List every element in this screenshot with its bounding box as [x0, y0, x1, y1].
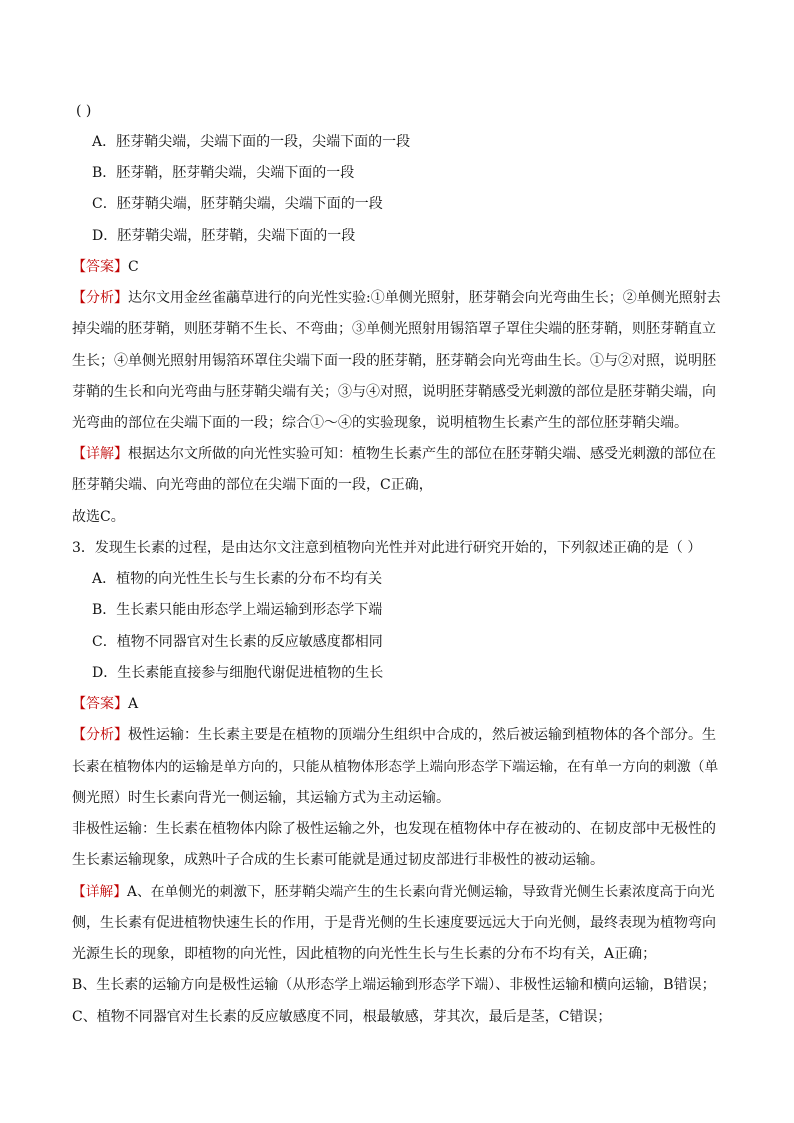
detail-text: 胚芽鞘尖端、向光弯曲的部位在尖端下面的一段，C正确， [72, 477, 433, 493]
analysis-text: 生长；④单侧光照射用锡箔环罩住尖端下面一段的胚芽鞘，胚芽鞘会向光弯曲生长。①与②对照，说明胚 [72, 353, 716, 369]
option-c: C．植物不同器官对生长素的反应敏感度都相同 [92, 634, 383, 650]
answer-line [72, 258, 139, 276]
answer-value: A [128, 696, 139, 712]
analysis-line [72, 289, 721, 307]
answer-value: C [128, 259, 139, 275]
detail-text: 侧，生长素有促进植物快速生长的作用，于是背光侧的生长速度要远远大于向光侧，最终表现为植物弯向 [72, 915, 716, 931]
analysis-text: 生长素运输现象，成熟叶子合成的生长素可能就是通过韧皮部进行非极性的被动运输。 [72, 852, 604, 868]
analysis-text: 芽鞘的生长和向光弯曲与胚芽鞘尖端有关；③与④对照，说明胚芽鞘感受光刺激的部位是胚芽鞘尖端，向 [72, 384, 716, 400]
detail-tag: 【详解】 [72, 884, 128, 900]
option-d: D．胚芽鞘尖端，胚芽鞘，尖端下面的一段 [92, 228, 356, 244]
detail-text: 根据达尔文所做的向光性实验可知：植物生长素产生的部位在胚芽鞘尖端、感受光刺激的部位在 [128, 446, 716, 462]
option-a: A．胚芽鞘尖端，尖端下面的一段，尖端下面的一段 [92, 134, 411, 150]
analysis-text: 光弯曲的部位在尖端下面的一段；综合①～④的实验现象，说明植物生长素产生的部位胚芽鞘尖端。 [72, 415, 688, 431]
analysis-text: 侧光照）时生长素向背光一侧运输，其运输方式为主动运输。 [72, 790, 450, 806]
question-stem: 3．发现生长素的过程，是由达尔文注意到植物向光性并对此进行研究开始的，下列叙述正确的是（ ） [72, 540, 702, 556]
detail-text: 故选C。 [72, 509, 125, 525]
option-b: B．胚芽鞘，胚芽鞘尖端，尖端下面的一段 [92, 165, 355, 181]
analysis-text: 长素在植物体内的运输是单方向的，只能从植物体形态学上端向形态学下端运输，在有单一方向的刺激（单 [72, 759, 719, 775]
analysis-line [72, 726, 716, 744]
detail-tag: 【详解】 [72, 446, 128, 462]
analysis-text: 掉尖端的胚芽鞘，则胚芽鞘不生长、不弯曲；③单侧光照射用锡箔罩子罩住尖端的胚芽鞘，则胚芽鞘直立 [72, 321, 716, 337]
analysis-tag: 【分析】 [72, 727, 128, 743]
analysis-tag: 【分析】 [72, 290, 128, 306]
answer-paren: ( ) [76, 103, 92, 119]
detail-text: B、生长素的运输方向是极性运输（从形态学上端运输到形态学下端）、非极性运输和横向运输，B错误； [72, 977, 716, 993]
analysis-text: 非极性运输：生长素在植物体内除了极性运输之外，也发现在植物体中存在被动的、在韧皮部中无极性的 [72, 821, 716, 837]
detail-line [72, 445, 716, 463]
analysis-text: 极性运输：生长素主要是在植物的顶端分生组织中合成的，然后被运输到植物体的各个部分。生 [128, 727, 716, 743]
detail-line [72, 883, 714, 901]
answer-tag: 【答案】 [72, 259, 128, 275]
option-c: C．胚芽鞘尖端，胚芽鞘尖端，尖端下面的一段 [92, 196, 383, 212]
option-b: B．生长素只能由形态学上端运输到形态学下端 [92, 602, 383, 618]
analysis-text: 达尔文用金丝雀虉草进行的向光性实验:①单侧光照射，胚芽鞘会向光弯曲生长；②单侧光照射去 [128, 290, 721, 306]
detail-text: A、在单侧光的刺激下，胚芽鞘尖端产生的生长素向背光侧运输，导致背光侧生长素浓度高于向光 [127, 884, 715, 900]
answer-line [72, 695, 138, 713]
detail-text: 光源生长的现象，即植物的向光性，因此植物的向光性生长与生长素的分布不均有关，A正确； [72, 946, 657, 962]
detail-text: C、植物不同器官对生长素的反应敏感度不同，根最敏感，芽其次，最后是茎，C错误； [72, 1009, 612, 1025]
answer-tag: 【答案】 [72, 696, 128, 712]
option-d: D．生长素能直接参与细胞代谢促进植物的生长 [92, 665, 384, 681]
option-a: A．植物的向光性生长与生长素的分布不均有关 [92, 571, 383, 587]
